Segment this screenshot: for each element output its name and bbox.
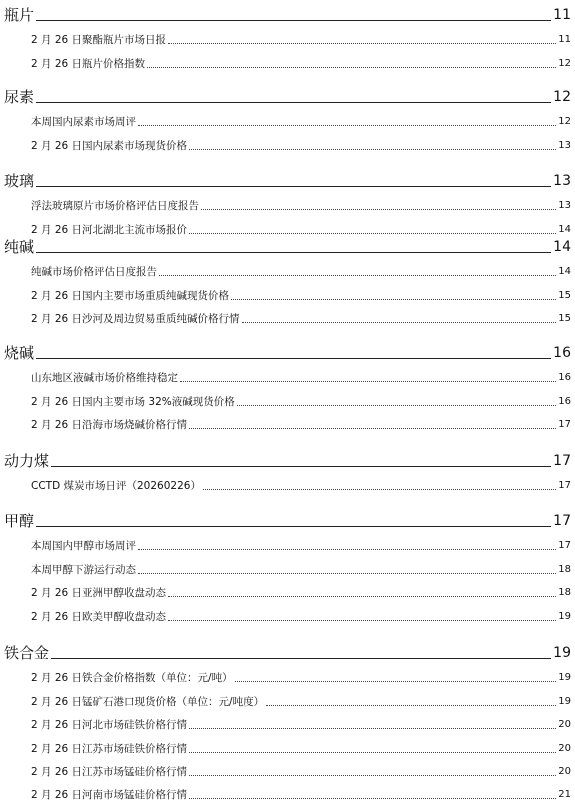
page-number: 14 xyxy=(558,223,571,235)
entry-title: 2 月 26 日亚洲甲醇收盘动态 xyxy=(31,587,167,600)
toc-section xyxy=(0,166,575,237)
toc-section-heading[interactable] xyxy=(0,638,575,662)
entry-title: 2 月 26 日国内主要市场重质纯碱现货价格 xyxy=(31,289,230,302)
leader-line xyxy=(36,102,551,103)
page-number: 13 xyxy=(558,200,571,212)
toc-section-heading[interactable] xyxy=(0,446,575,470)
entry-title: 2 月 26 日沿海市场烧碱价格行情 xyxy=(31,419,188,432)
page-number: 17 xyxy=(553,513,571,529)
page-number: 12 xyxy=(558,116,571,128)
dotted-leader xyxy=(201,209,556,210)
section-title: 瓶片 xyxy=(4,6,35,24)
dotted-leader xyxy=(168,620,556,621)
page-number: 15 xyxy=(558,313,571,325)
toc-entry[interactable] xyxy=(0,47,575,70)
leader-line xyxy=(36,358,551,359)
entry-title: 2 月 26 日河南市场锰硅价格行情 xyxy=(31,789,188,802)
page-number: 12 xyxy=(553,89,571,105)
page-number: 13 xyxy=(558,139,571,151)
dotted-leader xyxy=(235,681,557,682)
section-title: 烧碱 xyxy=(4,344,35,362)
toc-section xyxy=(0,638,575,802)
toc-entry[interactable] xyxy=(0,24,575,47)
dotted-leader xyxy=(189,149,556,150)
toc-entry[interactable] xyxy=(0,279,575,302)
dotted-leader xyxy=(242,322,557,323)
entry-title: CCTD 煤炭市场日评（20260226） xyxy=(31,480,201,493)
toc-entry[interactable] xyxy=(0,530,575,553)
dotted-leader xyxy=(168,43,556,44)
toc-entry[interactable] xyxy=(0,385,575,408)
entry-title: 2 月 26 日河北湖北主流市场报价 xyxy=(31,223,188,236)
toc-section xyxy=(0,232,575,326)
page-number: 20 xyxy=(558,719,571,731)
leader-line xyxy=(36,526,551,527)
toc-entry[interactable] xyxy=(0,709,575,732)
toc-section xyxy=(0,338,575,432)
page-number: 16 xyxy=(558,395,571,407)
page-number: 20 xyxy=(558,765,571,777)
toc-entry[interactable] xyxy=(0,470,575,493)
page-number: 13 xyxy=(553,173,571,189)
section-title: 纯碱 xyxy=(4,238,35,256)
toc-entry[interactable] xyxy=(0,756,575,779)
toc-section-heading[interactable] xyxy=(0,0,575,24)
toc-entry[interactable] xyxy=(0,409,575,432)
page-number: 17 xyxy=(558,480,571,492)
leader-line xyxy=(51,466,551,467)
toc-entry[interactable] xyxy=(0,256,575,279)
entry-title: 2 月 26 日锰矿石港口现货价格（单位：元/吨度） xyxy=(31,695,265,708)
section-title: 动力煤 xyxy=(4,452,50,470)
toc-entry[interactable] xyxy=(0,779,575,802)
entry-title: 浮法玻璃原片市场价格评估日度报告 xyxy=(31,200,199,213)
toc-section-heading[interactable] xyxy=(0,232,575,256)
dotted-leader xyxy=(180,381,556,382)
entry-title: 2 月 26 日国内主要市场 32%液碱现货价格 xyxy=(31,395,235,408)
page-number: 14 xyxy=(553,239,571,255)
dotted-leader xyxy=(138,125,556,126)
page-number: 17 xyxy=(558,419,571,431)
entry-title: 2 月 26 日瓶片价格指数 xyxy=(31,57,146,70)
entry-title: 2 月 26 日江苏市场锰硅价格行情 xyxy=(31,765,188,778)
toc-entry[interactable] xyxy=(0,553,575,576)
section-title: 甲醇 xyxy=(4,512,35,530)
dotted-leader xyxy=(237,405,557,406)
toc-section-heading[interactable] xyxy=(0,82,575,106)
page-number: 11 xyxy=(553,7,571,23)
toc-entry[interactable] xyxy=(0,129,575,152)
page-number: 14 xyxy=(558,266,571,278)
toc-entry[interactable] xyxy=(0,190,575,213)
section-title: 玻璃 xyxy=(4,172,35,190)
entry-title: 山东地区液碱市场价格维持稳定 xyxy=(31,372,178,385)
page-number: 11 xyxy=(558,34,571,46)
page-number: 18 xyxy=(558,563,571,575)
entry-title: 纯碱市场价格评估日度报告 xyxy=(31,266,157,279)
leader-line xyxy=(36,252,551,253)
entry-title: 2 月 26 日国内尿素市场现货价格 xyxy=(31,139,188,152)
toc-entry[interactable] xyxy=(0,662,575,685)
entry-title: 2 月 26 日河北市场硅铁价格行情 xyxy=(31,719,188,732)
leader-line xyxy=(51,658,551,659)
toc-section xyxy=(0,446,575,493)
entry-title: 2 月 26 日聚酯瓶片市场日报 xyxy=(31,34,167,47)
toc-section-heading[interactable] xyxy=(0,166,575,190)
dotted-leader xyxy=(168,596,556,597)
section-title: 铁合金 xyxy=(4,644,50,662)
page-number: 19 xyxy=(553,645,571,661)
page-number: 17 xyxy=(553,453,571,469)
entry-title: 本周国内尿素市场周评 xyxy=(31,116,136,129)
toc-entry[interactable] xyxy=(0,685,575,708)
dotted-leader xyxy=(189,775,556,776)
dotted-leader xyxy=(231,299,556,300)
toc-section xyxy=(0,0,575,71)
toc-entry[interactable] xyxy=(0,362,575,385)
page-number: 16 xyxy=(553,345,571,361)
page-number: 15 xyxy=(558,289,571,301)
dotted-leader xyxy=(189,798,556,799)
dotted-leader xyxy=(189,428,556,429)
page-number: 21 xyxy=(558,789,571,801)
dotted-leader xyxy=(159,275,556,276)
toc-section xyxy=(0,506,575,624)
toc-section-heading[interactable] xyxy=(0,338,575,362)
toc-entry[interactable] xyxy=(0,577,575,600)
toc-section xyxy=(0,82,575,153)
dotted-leader xyxy=(189,728,556,729)
toc-entry[interactable] xyxy=(0,732,575,755)
page-number: 18 xyxy=(558,587,571,599)
toc-entry[interactable] xyxy=(0,600,575,623)
page-number: 19 xyxy=(558,610,571,622)
toc-entry[interactable] xyxy=(0,303,575,326)
entry-title: 2 月 26 日欧美甲醇收盘动态 xyxy=(31,610,167,623)
entry-title: 本周国内甲醇市场周评 xyxy=(31,540,136,553)
page-number: 16 xyxy=(558,372,571,384)
dotted-leader xyxy=(138,573,556,574)
toc-entry[interactable] xyxy=(0,106,575,129)
dotted-leader xyxy=(203,489,556,490)
entry-title: 2 月 26 日沙河及周边贸易重质纯碱价格行情 xyxy=(31,313,240,326)
page-number: 19 xyxy=(558,672,571,684)
leader-line xyxy=(36,20,551,21)
page-number: 17 xyxy=(558,540,571,552)
entry-title: 2 月 26 日江苏市场硅铁价格行情 xyxy=(31,742,188,755)
leader-line xyxy=(36,186,551,187)
page-number: 12 xyxy=(558,57,571,69)
toc-section-heading[interactable] xyxy=(0,506,575,530)
page-number: 19 xyxy=(558,695,571,707)
entry-title: 本周甲醇下游运行动态 xyxy=(31,563,136,576)
dotted-leader xyxy=(189,752,556,753)
dotted-leader xyxy=(266,705,556,706)
dotted-leader xyxy=(138,549,556,550)
dotted-leader xyxy=(147,67,556,68)
page-number: 20 xyxy=(558,742,571,754)
section-title: 尿素 xyxy=(4,88,35,106)
entry-title: 2 月 26 日铁合金价格指数（单位：元/吨） xyxy=(31,672,233,685)
